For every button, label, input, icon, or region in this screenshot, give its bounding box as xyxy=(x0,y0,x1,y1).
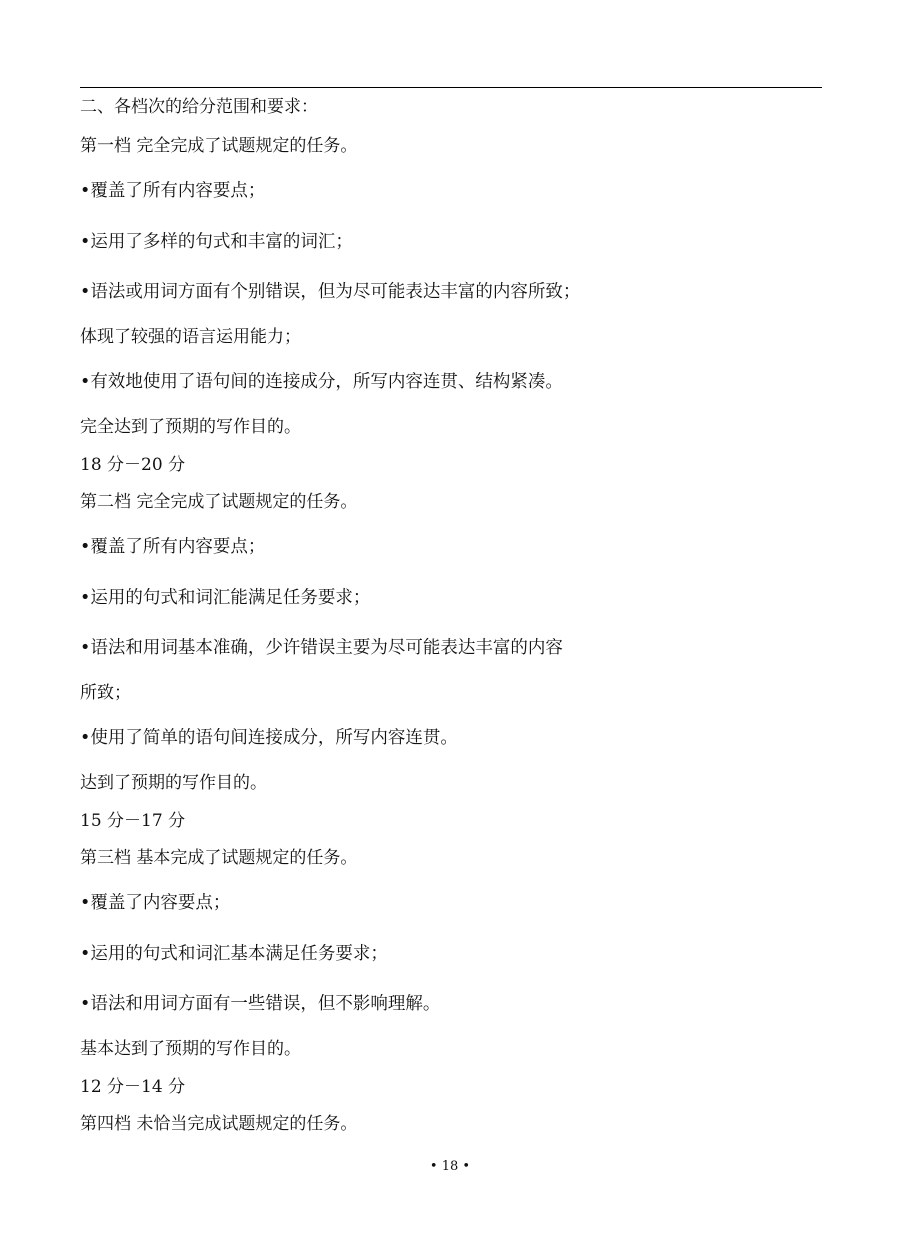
page-number: • 18 • xyxy=(429,1159,471,1174)
grade-2-heading: 第二档 完全完成了试题规定的任务。 xyxy=(80,492,358,512)
grade-1-bullet-1: •覆盖了所有内容要点； xyxy=(80,181,266,201)
grade-1-bullet-2: •运用了多样的句式和丰富的词汇； xyxy=(80,232,353,252)
grade-1-text-2: 完全达到了预期的写作目的。 xyxy=(80,417,301,437)
grade-1-text-1: 体现了较强的语言运用能力； xyxy=(80,327,301,347)
grade-1-bullet-3: •语法或用词方面有个别错误，但为尽可能表达丰富的内容所致； xyxy=(80,282,581,302)
grade-1-heading: 第一档 完全完成了试题规定的任务。 xyxy=(80,136,358,156)
grade-2-bullet-1: •覆盖了所有内容要点； xyxy=(80,537,266,557)
grade-3-score: 12 分－14 分 xyxy=(80,1077,186,1097)
grade-3-bullet-1: •覆盖了内容要点； xyxy=(80,893,231,913)
grade-2-text-1: 所致； xyxy=(80,683,131,703)
grade-2-bullet-4: •使用了简单的语句间连接成分，所写内容连贯。 xyxy=(80,728,458,748)
header-rule xyxy=(80,87,822,88)
grade-3-text-1: 基本达到了预期的写作目的。 xyxy=(80,1039,301,1059)
section-heading: 二、各档次的给分范围和要求： xyxy=(80,97,318,117)
grade-1-score: 18 分－20 分 xyxy=(80,455,186,475)
grade-1-bullet-4: •有效地使用了语句间的连接成分，所写内容连贯、结构紧凑。 xyxy=(80,372,563,392)
grade-4-heading: 第四档 未恰当完成试题规定的任务。 xyxy=(80,1114,358,1134)
grade-2-bullet-3: •语法和用词基本准确，少许错误主要为尽可能表达丰富的内容 xyxy=(80,638,563,658)
grade-2-score: 15 分－17 分 xyxy=(80,811,186,831)
grade-2-bullet-2: •运用的句式和词汇能满足任务要求； xyxy=(80,588,371,608)
grade-2-text-2: 达到了预期的写作目的。 xyxy=(80,773,267,793)
grade-3-bullet-3: •语法和用词方面有一些错误，但不影响理解。 xyxy=(80,994,441,1014)
grade-3-bullet-2: •运用的句式和词汇基本满足任务要求； xyxy=(80,944,388,964)
grade-3-heading: 第三档 基本完成了试题规定的任务。 xyxy=(80,848,358,868)
